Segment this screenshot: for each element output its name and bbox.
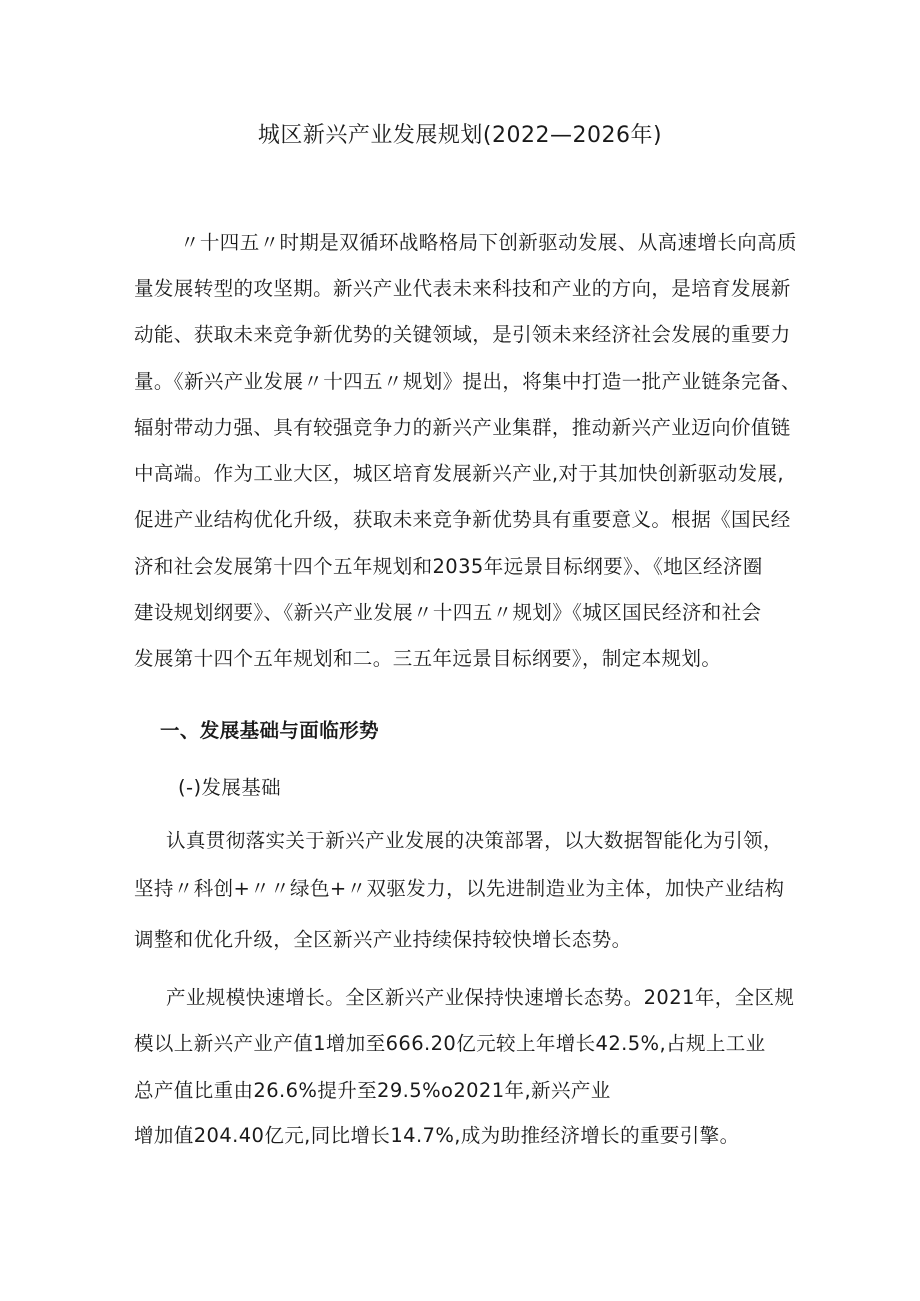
paragraph-line: 增加值204.40亿元,同比增长14.7%,成为助推经济增长的重要引擎。 (134, 1124, 740, 1147)
intro-line: 量。《新兴产业发展〃十四五〃规划》提出，将集中打造一批产业链条完备、 (134, 370, 801, 393)
intro-line: 济和社会发展第十四个五年规划和2035年远景目标纲要》、《地区经济圈 (134, 555, 763, 578)
paragraph-line: 模以上新兴产业产值1增加至666.20亿元较上年增长42.5%,占规上工业 (134, 1032, 766, 1055)
intro-line: 发展第十四个五年规划和二。三五年远景目标纲要》，制定本规划。 (134, 647, 722, 670)
paragraph-line: 总产值比重由26.6%提升至29.5%o2021年,新兴产业 (134, 1079, 611, 1102)
intro-line: 促进产业结构优化升级，获取未来竞争新优势具有重要意义。根据《国民经 (134, 508, 791, 531)
section-heading: 一、发展基础与面临形势 (160, 719, 379, 742)
paragraph-line: 坚持〃科创+〃〃绿色+〃双驱发力，以先进制造业为主体，加快产业结构 (134, 877, 785, 900)
intro-line: 中高端。作为工业大区，城区培育发展新兴产业,对于其加快创新驱动发展, (134, 462, 784, 485)
subsection-heading: (-)发展基础 (178, 776, 282, 799)
paragraph-line: 认真贯彻落实关于新兴产业发展的决策部署，以大数据智能化为引领， (166, 829, 783, 852)
document-title: 城区新兴产业发展规划(2022—2026年) (257, 123, 663, 148)
paragraph-line: 产业规模快速增长。全区新兴产业保持快速增长态势。2021年，全区规 (166, 986, 795, 1009)
intro-line: 动能、获取未来竞争新优势的关键领域，是引领未来经济社会发展的重要力 (134, 323, 791, 346)
paragraph-line: 调整和优化升级，全区新兴产业持续保持较快增长态势。 (134, 928, 632, 951)
intro-line: 〃十四五〃时期是双循环战略格局下创新驱动发展、从高速增长向高质 (180, 231, 797, 254)
intro-line: 量发展转型的攻坚期。新兴产业代表未来科技和产业的方向，是培育发展新 (134, 277, 791, 300)
intro-line: 建设规划纲要》、《新兴产业发展〃十四五〃规划》《城区国民经济和社会 (134, 601, 762, 624)
intro-line: 辐射带动力强、具有较强竞争力的新兴产业集群，推动新兴产业迈向价值链 (134, 416, 791, 439)
